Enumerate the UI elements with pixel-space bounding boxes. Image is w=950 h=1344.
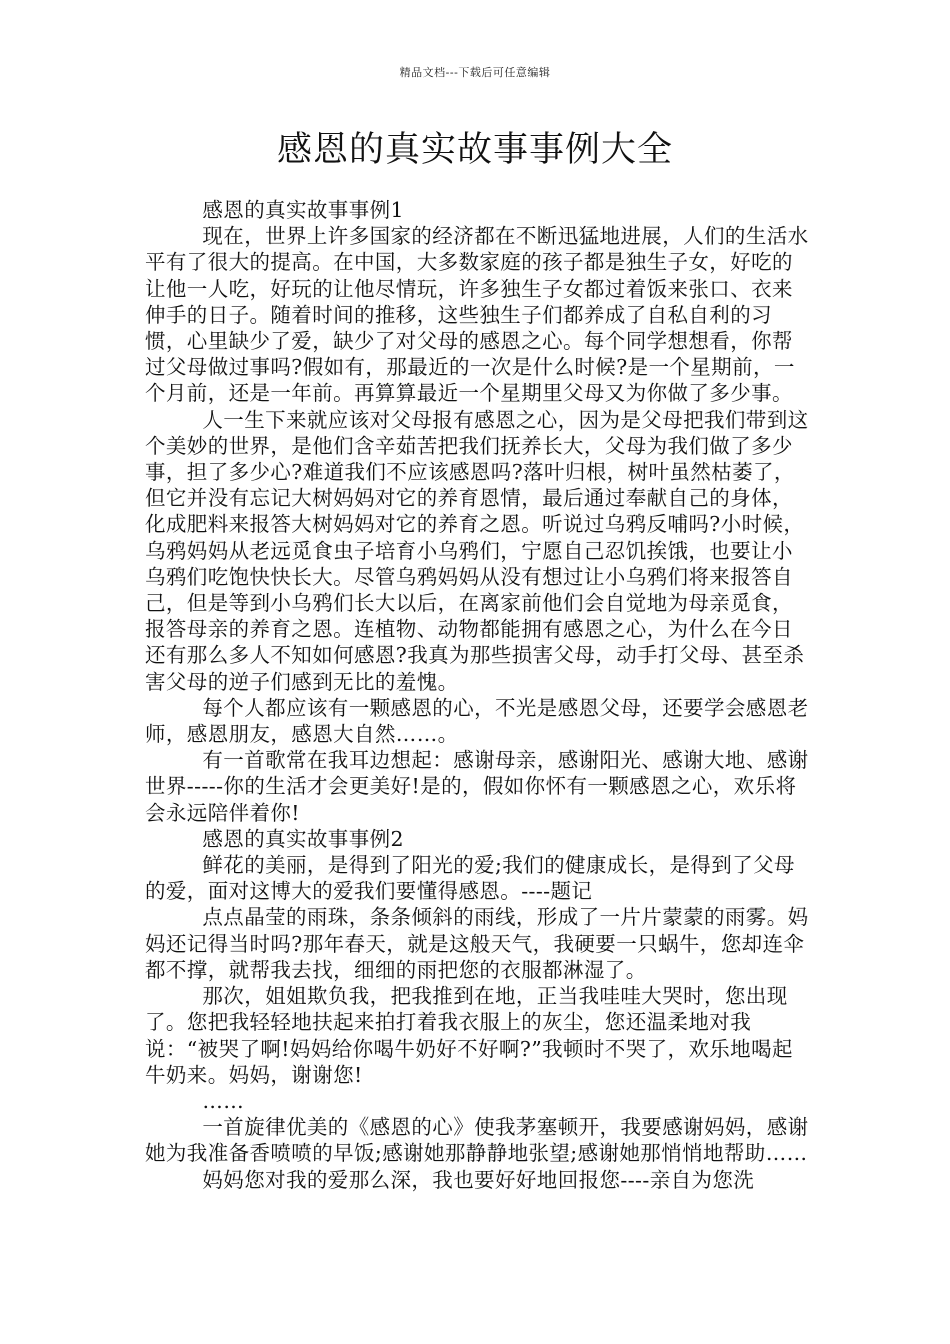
- section-heading: 感恩的真实故事事例1: [202, 198, 404, 222]
- paragraph: 妈妈您对我的爱那么深，我也要好好地回报您----亲自为您洗: [202, 1167, 755, 1192]
- document-title: 感恩的真实故事事例大全: [276, 130, 673, 170]
- paragraph: 现在，世界上许多国家的经济都在不断迅猛地进展，人们的生活水平有了很大的提高。在中国，大多数家庭的孩子都是独生子女，好吃的让他一人吃，好玩的让他尽情玩，许多独生子女都过着饭来张口、衣来伸手的日子。随着时间的推移，这些独生子们都养成了自私自利的习惯，心里缺少了爱，缺少了对父母的感恩之心。每个同学想想看，你帮过父母做过事吗?假如有，那最近的一次是什么时候?是一个星期前，一个月前，还是一年前。再算算最近一个星期里父母又为你做了多少事。: [145, 224, 809, 406]
- section-heading: 感恩的真实故事事例2: [202, 826, 404, 851]
- document-body: [145, 197, 813, 1193]
- page-header: 精品文档---下载后可任意编辑: [399, 66, 551, 79]
- paragraph: 每个人都应该有一颗感恩的心，不光是感恩父母，还要学会感恩老师，感恩朋友，感恩大自然……。: [145, 695, 809, 747]
- paragraph: 一首旋律优美的《感恩的心》使我茅塞顿开，我要感谢妈妈，感谢她为我准备香喷喷的早饭;感谢她那静静地张望;感谢她那悄悄地帮助……: [145, 1115, 809, 1166]
- paragraph: 有一首歌常在我耳边想起：感谢母亲，感谢阳光、感谢大地、感谢世界-----你的生活才会更美好!是的，假如你怀有一颗感恩之心，欢乐将会永远陪伴着你!: [145, 748, 809, 825]
- paragraph: 人一生下来就应该对父母报有感恩之心，因为是父母把我们带到这个美妙的世界，是他们含辛茹苦把我们抚养长大，父母为我们做了多少事，担了多少心?难道我们不应该感恩吗?落叶归根，树叶虽然枯萎了，但它并没有忘记大树妈妈对它的养育恩情，最后通过奉献自己的身体，化成肥料来报答大树妈妈对它的养育之恩。听说过乌鸦反哺吗?小时候，乌鸦妈妈从老远觅食虫子培育小乌鸦们，宁愿自己忍饥挨饿，也要让小乌鸦们吃饱快快长大。尽管乌鸦妈妈从没有想过让小乌鸦们将来报答自己，但是等到小乌鸦们长大以后，在离家前他们会自觉地为母亲觅食，报答母亲的养育之恩。连植物、动物都能拥有感恩之心，为什么在今日还有那么多人不知如何感恩?我真为那些损害父母，动手打父母、甚至杀害父母的逆子们感到无比的羞愧。: [145, 407, 809, 694]
- paragraph: 点点晶莹的雨珠，条条倾斜的雨线，形成了一片片蒙蒙的雨雾。妈妈还记得当时吗?那年春天，就是这般天气，我硬要一只蜗牛，您却连伞都不撑，就帮我去找，细细的雨把您的衣服都淋湿了。: [145, 905, 809, 982]
- paragraph: ……: [202, 1088, 245, 1113]
- paragraph: 鲜花的美丽，是得到了阳光的爱;我们的健康成长，是得到了父母的爱，面对这博大的爱我们要懂得感恩。----题记: [145, 853, 795, 904]
- paragraph: 那次，姐姐欺负我，把我推到在地，正当我哇哇大哭时，您出现了。您把我轻轻地扶起来拍打着我衣服上的灰尘，您还温柔地对我说：“被哭了啊!妈妈给你喝牛奶好不好啊?”我顿时不哭了，欢乐地喝起牛奶来。妈妈，谢谢您!: [145, 984, 793, 1087]
